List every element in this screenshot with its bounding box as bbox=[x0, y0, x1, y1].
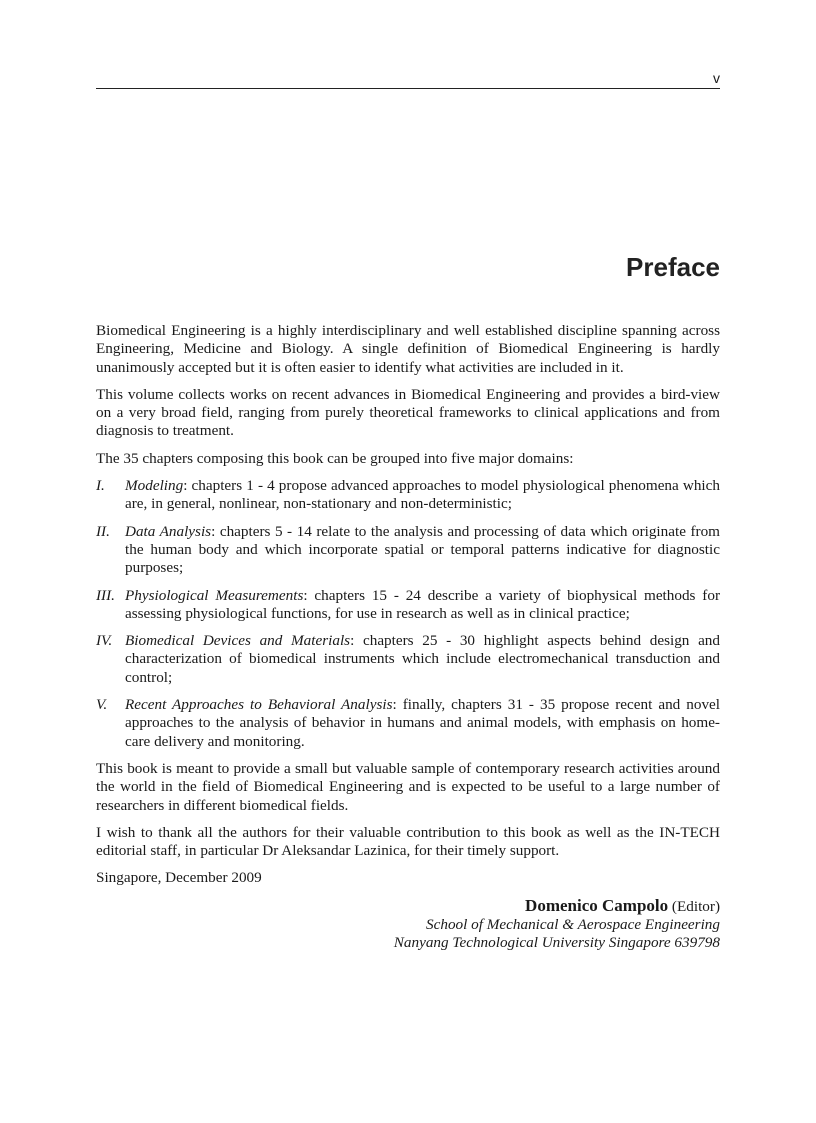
domain-text: : chapters 25 - 30 highlight aspects behind design and characterization of biomedical instruments which include electromechanical transduction and control; bbox=[125, 632, 720, 686]
domain-name: Recent Approaches to Behavioral Analysis bbox=[125, 696, 393, 714]
domain-text: : chapters 15 - 24 describe a variety of biophysical methods for assessing physiological functions, for use in research as well as in clinical practice; bbox=[125, 586, 720, 622]
editor-role: (Editor) bbox=[671, 897, 720, 915]
paragraph: I wish to thank all the authors for their valuable contribution to this book as well as the IN-TECH editorial staff, in particular Dr Aleksandar Lazinica, for their timely support. bbox=[96, 823, 720, 860]
domain-list-item bbox=[96, 523, 720, 578]
list-numeral: I. bbox=[96, 477, 105, 495]
domain-name: Data Analysis bbox=[125, 522, 212, 540]
page-number: v bbox=[713, 70, 720, 86]
paragraph: This volume collects works on recent advances in Biomedical Engineering and provides a bird-view on a very broad field, ranging from purely theoretical frameworks to clinical applications and from diagnosis to treatment. bbox=[96, 385, 720, 440]
paragraph: This book is meant to provide a small but valuable sample of contemporary research activities around the world in the field of Biomedical Engineering and is expected to be useful to a large number of researchers in different biomedical fields. bbox=[96, 759, 720, 814]
affiliation-university: Nanyang Technological University Singapore 639798 bbox=[393, 934, 720, 952]
domain-name: Modeling bbox=[125, 477, 184, 495]
domain-list-item bbox=[96, 477, 720, 514]
domain-text: : chapters 5 - 14 relate to the analysis and processing of data which originate from the human body and which incorporate spatial or temporal patterns indicative for diagnostic purposes; bbox=[125, 522, 720, 577]
domain-name: Physiological Measurements bbox=[125, 586, 304, 604]
header-rule bbox=[96, 88, 720, 89]
body-text bbox=[96, 322, 720, 953]
page-title: Preface bbox=[626, 252, 720, 282]
domain-text: : chapters 1 - 4 propose advanced approaches to model physiological phenomena which are, in general, nonlinear, non-stationary and non-deterministic; bbox=[125, 477, 720, 513]
paragraph: The 35 chapters composing this book can be grouped into five major domains: bbox=[96, 449, 574, 467]
list-numeral: III. bbox=[96, 586, 115, 604]
list-numeral: II. bbox=[96, 522, 110, 540]
list-numeral: IV. bbox=[96, 632, 113, 650]
place-date: Singapore, December 2009 bbox=[96, 869, 262, 887]
domain-text: : finally, chapters 31 - 35 propose recent and novel approaches to the analysis of behavior in humans and animal models, with emphasis on home-care delivery and monitoring. bbox=[125, 696, 720, 750]
signature-block bbox=[96, 897, 720, 953]
domain-list-item bbox=[96, 587, 720, 624]
paragraph: Biomedical Engineering is a highly interdisciplinary and well established discipline spanning across Engineering, Medicine and Biology. A single definition of Biomedical Engineering is hardly unanimously accepted but it is often easier to identify what activities are included in it. bbox=[96, 322, 720, 376]
editor-name: Domenico Campolo bbox=[525, 895, 669, 915]
domain-name: Biomedical Devices and Materials bbox=[125, 632, 351, 650]
domain-list-item bbox=[96, 632, 720, 687]
domain-list-item bbox=[96, 696, 720, 751]
list-numeral: V. bbox=[96, 696, 108, 714]
affiliation-school: School of Mechanical & Aerospace Engineering bbox=[426, 916, 720, 934]
